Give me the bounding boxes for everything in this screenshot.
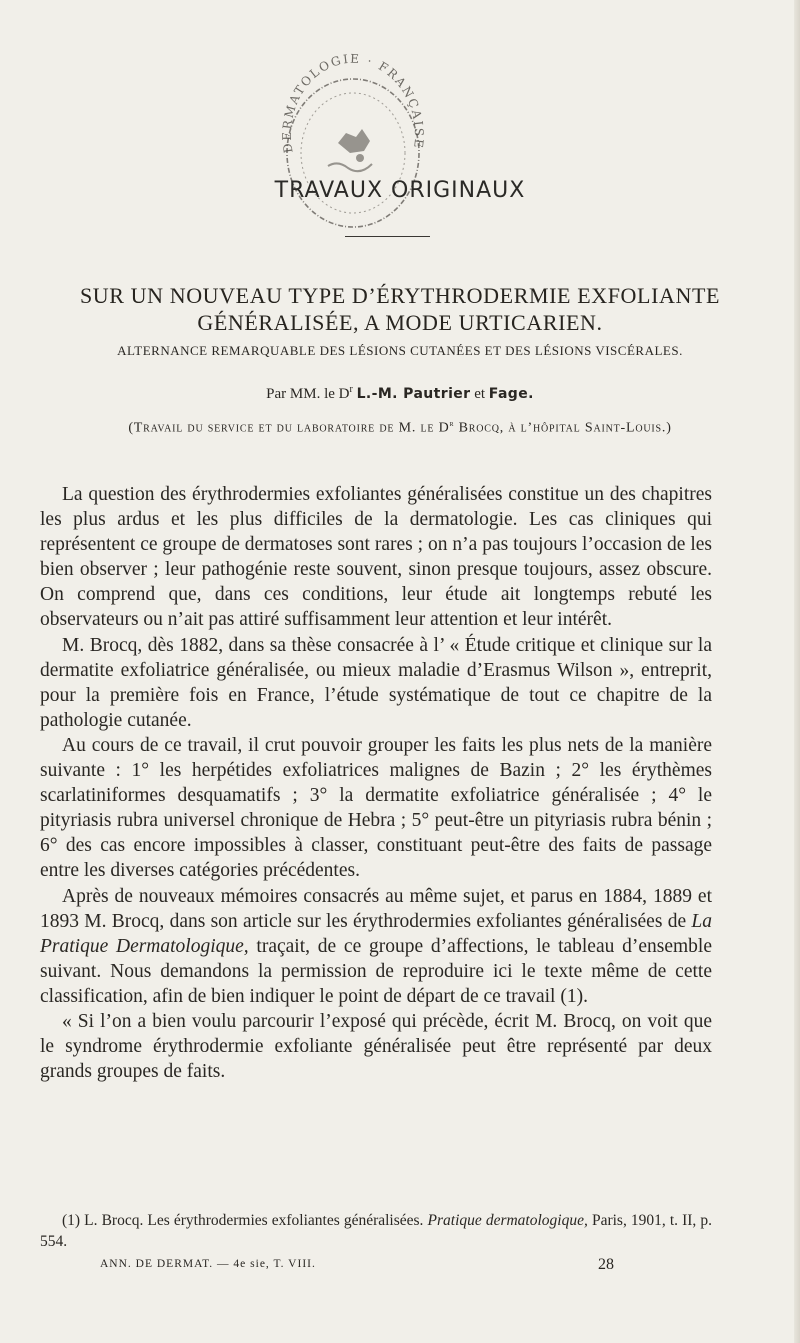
paragraph-1: La question des érythrodermies exfoliantes généralisées constitue un des chapitres les plus ardus et les plus difficiles de la dermatologie. Les cas cliniques qui représentent ce groupe de dermatoses sont rares ; on n’a pas toujours l’occasion de les bien observer ; leur pathogénie reste souvent, sinon presque toujours, assez obscure. On comprend que, dans ces conditions, leur étude ait longtemps rebuté les observateurs ou n’ait pas attiré suffisamment leur attention et leur intérêt. bbox=[40, 484, 712, 631]
svg-text:DERMATOLOGIE · FRANÇAISE: DERMATOLOGIE · FRANÇAISE bbox=[279, 51, 427, 154]
footnote-italic: Pratique dermatologique, bbox=[427, 1212, 588, 1229]
paragraph-4-italic-title: La Pratique Dermatologique, bbox=[40, 910, 712, 957]
paragraph-4-text-before: Après de nouveaux mémoires consacrés au même sujet, et parus en 1884, 1889 et 1893 M. Brocq, dans son article sur les érythrodermies exfoliantes généralisées de bbox=[40, 885, 712, 932]
authors-conjunction: et bbox=[470, 386, 489, 402]
affiliation bbox=[0, 418, 800, 437]
author-name-1: L.-M. Pautrier bbox=[356, 386, 471, 402]
page-edge bbox=[794, 0, 800, 1343]
section-heading: TRAVAUX ORIGINAUX bbox=[274, 178, 526, 203]
footnote bbox=[40, 1210, 712, 1252]
running-footer: ANN. DE DERMAT. — 4e sie, T. VIII. bbox=[100, 1258, 316, 1270]
article-body bbox=[40, 482, 712, 1084]
doctor-superscript: r bbox=[349, 384, 353, 395]
affiliation-part-1: (Travail du service et du laboratoire de M. le D bbox=[128, 420, 450, 436]
authors-line bbox=[0, 384, 800, 403]
article-title-line-1: SUR UN NOUVEAU TYPE D’ÉRYTHRODERMIE EXFOLIANTE bbox=[79, 283, 721, 308]
footnote-text-after: Paris, 1901, t. II, p. 554. bbox=[40, 1212, 712, 1250]
paragraph-4 bbox=[40, 884, 712, 1009]
paragraph-4-text-after: traçait, de ce groupe d’affections, le tableau d’ensemble suivant. Nous demandons la permission de reproduire ici le texte même de cette classification, afin de bien indiquer le point de départ de ce travail (1). bbox=[40, 935, 712, 1007]
page-number: 28 bbox=[598, 1256, 614, 1273]
paragraph-2: M. Brocq, dès 1882, dans sa thèse consacrée à l’ « Étude critique et clinique sur la dermatite exfoliatrice généralisée, ou mieux maladie d’Erasmus Wilson », entreprit, pour la première fois en France, l’étude systématique de tout ce chapitre de la pathologie cutanée. bbox=[40, 634, 712, 731]
footnote-text-before: (1) L. Brocq. Les érythrodermies exfoliantes généralisées. bbox=[62, 1212, 428, 1229]
affiliation-doctor-superscript: r bbox=[449, 418, 455, 428]
heading-rule bbox=[345, 236, 430, 237]
paragraph-5: « Si l’on a bien voulu parcourir l’exposé qui précède, écrit M. Brocq, on voit que le syndrome érythrodermie exfoliante généralisée peut être représenté par deux grands groupes de faits. bbox=[40, 1010, 712, 1083]
authors-prefix: Par MM. le D bbox=[266, 386, 350, 402]
article-subtitle: ALTERNANCE REMARQUABLE DES LÉSIONS CUTANÉES ET DES LÉSIONS VISCÉRALES. bbox=[117, 343, 683, 358]
article-title-line-2: GÉNÉRALISÉE, A MODE URTICARIEN. bbox=[197, 310, 603, 335]
author-name-2: Fage. bbox=[488, 386, 534, 402]
affiliation-part-2: Brocq, à l’hôpital Saint-Louis.) bbox=[454, 420, 672, 436]
paragraph-3: Au cours de ce travail, il crut pouvoir grouper les faits les plus nets de la manière suivante : 1° les herpétides exfoliatrices malignes de Bazin ; 2° les érythèmes scarlatiniformes desquamatifs ; 3° la dermatite exfoliatrice généralisée ; 4° le pityriasis rubra universel chronique de Hebra ; 5° peut-être un pityriasis rubra bénin ; 6° des cas encore impossibles à classer, constituant peut-être des faits de passage entre les diverses catégories précédentes. bbox=[40, 734, 712, 882]
